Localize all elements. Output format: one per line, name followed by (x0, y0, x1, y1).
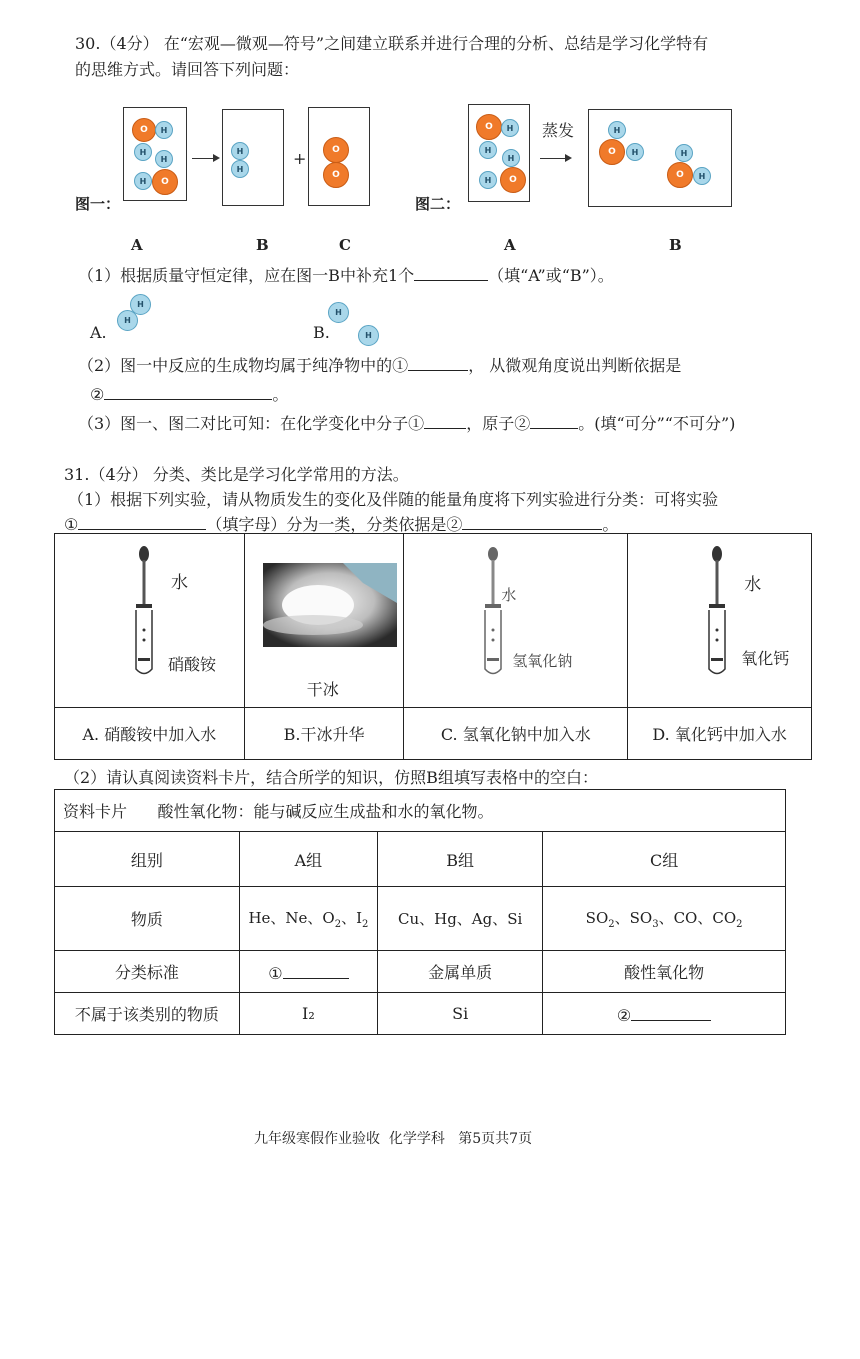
exp-caption-c: C. 氢氧化钠中加入水 (404, 708, 628, 760)
answer-blank[interactable] (283, 961, 349, 979)
exp-caption-d: D. 氧化钙中加入水 (628, 708, 812, 760)
dry-ice-photo-icon (263, 563, 397, 647)
dropper-test-tube-icon (702, 544, 732, 684)
answer-blank[interactable] (408, 353, 468, 371)
oxygen-atom: O (152, 169, 178, 195)
q31-title: 31.（4分） 分类、类比是学习化学常用的方法。 (64, 465, 409, 484)
fig1-letter-a: A (131, 236, 143, 254)
oxygen-atom: O (599, 139, 625, 165)
oxygen-atom: O (667, 162, 693, 188)
q31-part1-mid: （填字母）分为一类，分类依据是② (206, 515, 463, 534)
row-label-exception: 不属于该类别的物质 (55, 993, 240, 1035)
col-header-b: B组 (378, 832, 543, 887)
exp-caption-b: B.干冰升华 (244, 708, 404, 760)
exception-b: Si (378, 993, 543, 1035)
exception-a: I₂ (239, 993, 377, 1035)
oxygen-atom: O (476, 114, 502, 140)
answer-blank[interactable] (78, 512, 206, 530)
data-card-header: 资料卡片 酸性氧化物：能与碱反应生成盐和水的氧化物。 (55, 790, 786, 832)
hydrogen-atom: H (155, 150, 173, 168)
answer-blank[interactable] (530, 411, 578, 429)
q31-part1-line1: （1）根据下列实验，请从物质发生的变化及伴随的能量角度将下列实验进行分类：可将实验 (68, 490, 719, 509)
evaporate-label: 蒸发 (542, 121, 575, 140)
hydrogen-atom: H (134, 172, 152, 190)
reagent-label: 氧化钙 (741, 649, 790, 668)
fig2-box-a (468, 104, 530, 202)
q30-line1: 30.（4分） 在“宏观—微观—符号”之间建立联系并进行合理的分析、总结是学习化学特有 (75, 34, 709, 53)
criterion-a[interactable] (239, 951, 377, 993)
option-a-label: A. (90, 323, 107, 342)
plus-sign: + (293, 149, 307, 168)
circle-1-marker: ① (64, 515, 79, 534)
hydrogen-atom: H (693, 167, 711, 185)
water-label: 水 (501, 586, 517, 604)
hydrogen-atom: H (130, 294, 151, 315)
q30-part1 (78, 263, 614, 287)
q30-part3 (78, 411, 735, 435)
oxygen-atom: O (323, 162, 349, 188)
hydrogen-atom: H (231, 160, 249, 178)
hydrogen-atom: H (479, 141, 497, 159)
answer-blank[interactable] (414, 263, 488, 281)
q30-part2 (78, 353, 681, 377)
dropper-test-tube-icon (478, 544, 508, 684)
water-label: 水 (744, 575, 762, 595)
row-label-criterion: 分类标准 (55, 951, 240, 993)
experiment-table (54, 533, 812, 760)
oxygen-atom: O (500, 167, 526, 193)
exp-cell-a (55, 534, 245, 708)
hydrogen-atom: H (608, 121, 626, 139)
period: 。 (602, 515, 619, 534)
fig1-box-c (308, 107, 370, 206)
q30-part2-mid: ， 从微观角度说出判断依据是 (468, 356, 682, 375)
exception-c[interactable] (543, 993, 786, 1035)
hydrogen-atom: H (117, 310, 138, 331)
fig2-box-b (588, 109, 732, 207)
q31-part2: （2）请认真阅读资料卡片，结合所学的知识，仿照B组填写表格中的空白： (64, 768, 598, 787)
answer-blank[interactable] (424, 411, 466, 429)
hydrogen-atom: H (328, 302, 349, 323)
exp-cell-c (404, 534, 628, 708)
exp-caption-a: A. 硝酸铵中加入水 (55, 708, 245, 760)
fig1-box-b (222, 109, 284, 206)
fig2-label: 图二： (415, 195, 461, 213)
fig1-letter-c: C (339, 236, 351, 254)
q30-part2-text: （2）图一中反应的生成物均属于纯净物中的① (78, 356, 409, 375)
q30-part1-tail: （填“A”或“B”）。 (488, 266, 614, 285)
oxygen-atom: O (323, 137, 349, 163)
hydrogen-atom: H (231, 142, 249, 160)
answer-blank[interactable] (104, 382, 272, 400)
water-label: 水 (171, 573, 188, 593)
exp-cell-b (244, 534, 404, 708)
hydrogen-atom: H (155, 121, 173, 139)
dry-ice-label: 干冰 (306, 680, 339, 699)
fig2-letter-a: A (504, 236, 516, 254)
fig1-label: 图一： (75, 195, 121, 213)
page-footer: 九年级寒假作业验收 化学学科 第5页共7页 (254, 1131, 533, 1147)
hydrogen-atom: H (675, 144, 693, 162)
circle-1-marker: ① (268, 963, 283, 983)
substances-a: He、Ne、$O_2$、$I_2$ (239, 887, 377, 951)
option-b-label: B. (313, 323, 330, 342)
hydrogen-atom: H (134, 143, 152, 161)
q30-part2-line2 (90, 382, 288, 406)
reagent-label: 氢氧化钠 (512, 652, 573, 670)
criterion-c: 酸性氧化物 (543, 951, 786, 993)
row-label-substance: 物质 (55, 887, 240, 951)
hydrogen-atom: H (358, 325, 379, 346)
fig2-letter-b: B (669, 236, 682, 254)
q30-part3-c: 。(填“可分”“不可分”) (578, 414, 736, 433)
hydrogen-atom: H (502, 149, 520, 167)
criterion-b: 金属单质 (378, 951, 543, 993)
data-card-table (54, 789, 786, 1035)
answer-blank[interactable] (631, 1003, 711, 1021)
circle-2-marker: ② (90, 385, 105, 404)
q30-line2: 的思维方式。请回答下列问题： (75, 60, 300, 79)
circle-2-marker: ② (616, 1005, 632, 1025)
col-header-group: 组别 (55, 832, 240, 887)
evaporate-arrow-icon (540, 158, 570, 159)
dropper-test-tube-icon (129, 544, 159, 684)
oxygen-atom: O (132, 118, 156, 142)
fig1-letter-b: B (256, 236, 269, 254)
hydrogen-atom: H (501, 119, 519, 137)
reaction-arrow-icon (192, 158, 218, 159)
answer-blank[interactable] (462, 512, 602, 530)
fig1-box-a (123, 107, 187, 201)
col-header-c: C组 (543, 832, 786, 887)
period: 。 (272, 385, 289, 404)
hydrogen-atom: H (479, 171, 497, 189)
substances-c: $SO_2$、$SO_3$、CO、$CO_2$ (543, 887, 786, 951)
col-header-a: A组 (239, 832, 377, 887)
q30-part1-text: （1）根据质量守恒定律，应在图一B中补充1个 (78, 266, 415, 285)
hydrogen-atom: H (626, 143, 644, 161)
exp-cell-d (628, 534, 812, 708)
q30-part3-a: （3）图一、图二对比可知：在化学变化中分子① (78, 414, 425, 433)
q30-part3-b: ，原子② (466, 414, 531, 433)
reagent-label: 硝酸铵 (168, 655, 217, 674)
substances-b: Cu、Hg、Ag、Si (378, 887, 543, 951)
